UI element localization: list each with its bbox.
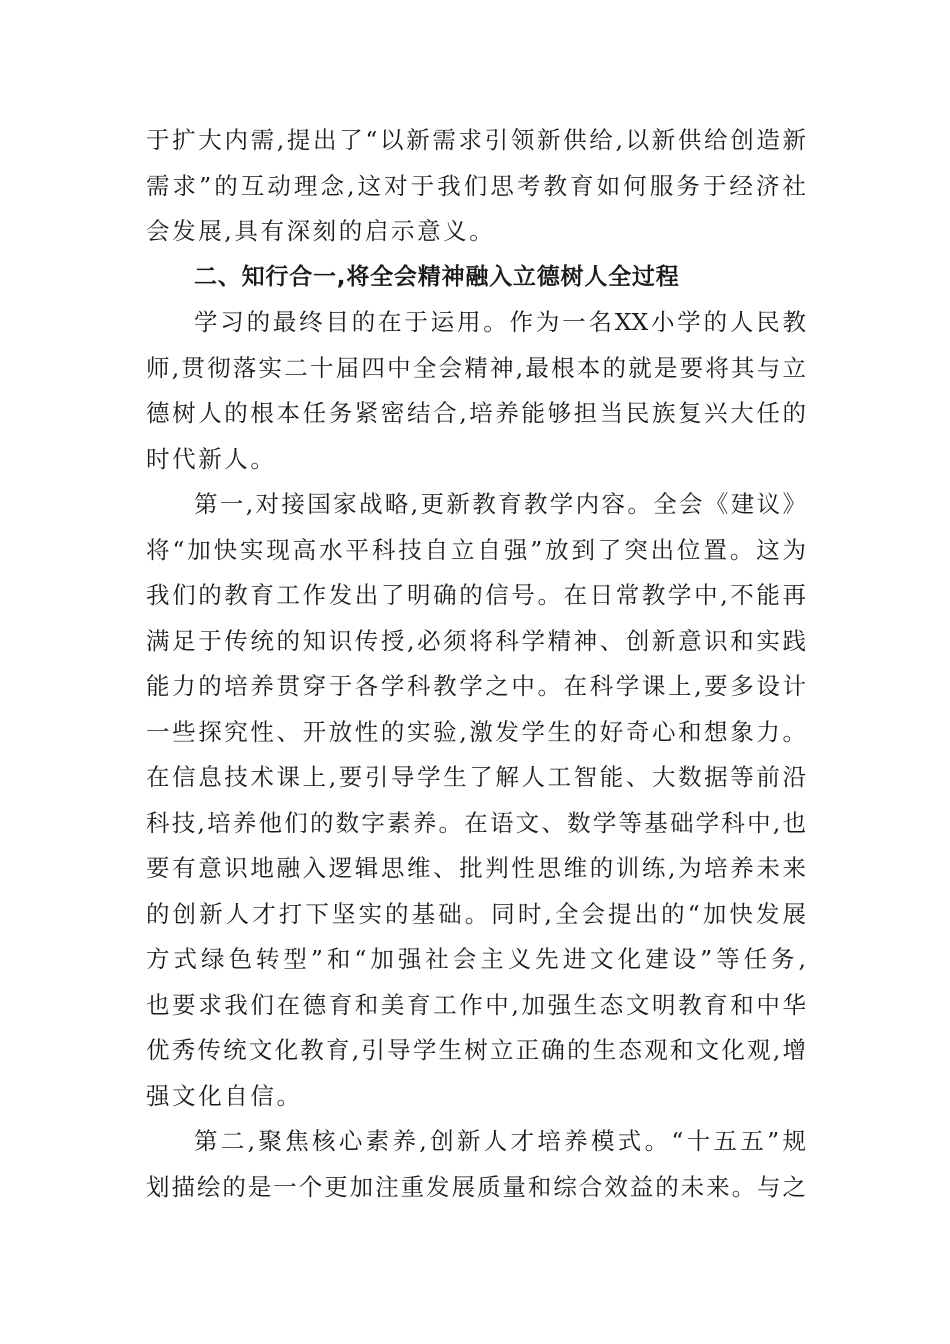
text-line: 的创新人才打下坚实的基础。同时,全会提出的“加快发展 — [146, 899, 806, 928]
text-line: 第二,聚焦核心素养,创新人才培养模式。“十五五”规 — [194, 1127, 806, 1155]
text-line: 也要求我们在德育和美育工作中,加强生态文明教育和中华 — [146, 990, 806, 1019]
section-heading — [146, 255, 806, 301]
paragraph — [146, 300, 806, 482]
text-line: 将“加快实现高水平科技自立自强”放到了突出位置。这为 — [146, 535, 806, 564]
text-line: 第一,对接国家战略,更新教育教学内容。全会《建议》 — [194, 490, 806, 518]
paragraph — [146, 118, 806, 255]
text-line: 要有意识地融入逻辑思维、批判性思维的训练,为培养未来 — [146, 854, 806, 882]
text-line: 方式绿色转型”和“加强社会主义先进文化建设”等任务, — [146, 945, 806, 973]
text-line: 科技,培养他们的数字素养。在语文、数学等基础学科中,也 — [146, 808, 806, 837]
text-line: 能力的培养贯穿于各学科教学之中。在科学课上,要多设计 — [146, 672, 806, 700]
paragraph — [146, 482, 806, 1119]
text-line: 时代新人。 — [146, 444, 277, 473]
text-line: 需求”的互动理念,这对于我们思考教育如何服务于经济社 — [146, 171, 806, 200]
text-line: 德树人的根本任务紧密结合,培养能够担当民族复兴大任的 — [146, 399, 806, 427]
document-page — [146, 118, 806, 1210]
heading-text: 二、知行合一,将全会精神融入立德树人全过程 — [194, 263, 680, 290]
text-line: 于扩大内需,提出了“以新需求引领新供给,以新供给创造新 — [146, 126, 806, 154]
text-line: 一些探究性、开放性的实验,激发学生的好奇心和想象力。 — [146, 717, 806, 746]
text-line: 优秀传统文化教育,引导学生树立正确的生态观和文化观,增 — [146, 1036, 806, 1064]
text-line: 我们的教育工作发出了明确的信号。在日常教学中,不能再 — [146, 581, 806, 609]
text-line: 划描绘的是一个更加注重发展质量和综合效益的未来。与之 — [146, 1172, 806, 1201]
text-line: 强文化自信。 — [146, 1081, 303, 1110]
paragraph — [146, 1119, 806, 1210]
text-line: 学习的最终目的在于运用。作为一名XX小学的人民教 — [194, 308, 806, 336]
text-line: 师,贯彻落实二十届四中全会精神,最根本的就是要将其与立 — [146, 353, 806, 382]
text-line: 会发展,具有深刻的启示意义。 — [146, 217, 496, 245]
text-line: 在信息技术课上,要引导学生了解人工智能、大数据等前沿 — [146, 763, 806, 791]
text-line: 满足于传统的知识传授,必须将科学精神、创新意识和实践 — [146, 626, 806, 655]
